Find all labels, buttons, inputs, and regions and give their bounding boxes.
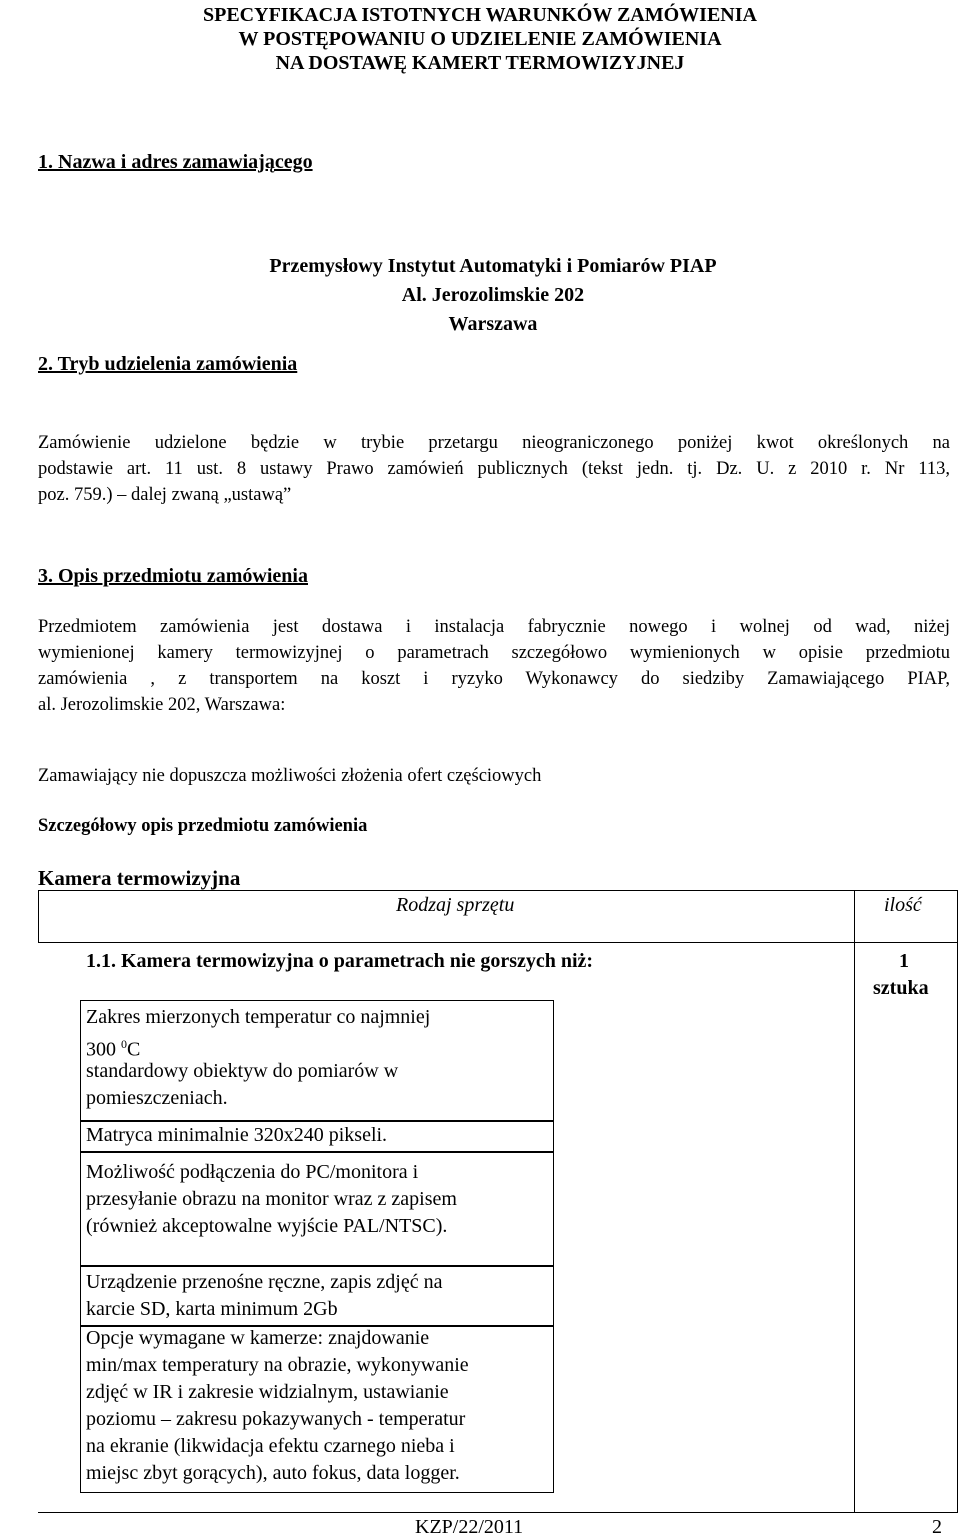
spec-matrix: Matryca minimalnie 320x240 pikseli. bbox=[86, 1124, 388, 1146]
paragraph-line: zamówienia , z transportem na koszt i ryzyko Wykonawcy do siedziby Zamawiającego PIAP, bbox=[38, 669, 950, 689]
degree-superscript: 0 bbox=[121, 1037, 127, 1051]
section-2-paragraph bbox=[38, 430, 950, 508]
footer-document-id: KZP/22/2011 bbox=[415, 1516, 524, 1538]
detail-heading: Szczegółowy opis przedmiotu zamówienia bbox=[38, 816, 368, 836]
spec-options-line: min/max temperatury na obrazie, wykonywanie bbox=[86, 1354, 469, 1376]
table-column-divider bbox=[854, 890, 855, 1512]
paragraph-line: podstawie art. 11 ust. 8 ustawy Prawo zamówień publicznych (tekst jedn. tj. Dz. U. z 2010 r. Nr 113, bbox=[38, 459, 950, 479]
spec-portable-line: Urządzenie przenośne ręczne, zapis zdjęć na bbox=[86, 1271, 443, 1293]
spec-lens-line-2: pomieszczeniach. bbox=[86, 1087, 228, 1109]
partial-offers-note: Zamawiający nie dopuszcza możliwości złożenia ofert częściowych bbox=[38, 766, 542, 786]
spec-options-line: miejsc zbyt gorących), auto fokus, data logger. bbox=[86, 1462, 460, 1484]
org-city: Warszawa bbox=[448, 313, 538, 335]
item-title: 1.1. Kamera termowizyjna o parametrach nie gorszych niż: bbox=[86, 950, 594, 972]
section-1-heading: 1. Nazwa i adres zamawiającego bbox=[38, 151, 313, 173]
table-right-border bbox=[957, 890, 958, 1512]
spec-options-line: poziomu – zakresu pokazywanych - temperatur bbox=[86, 1408, 466, 1430]
camera-heading: Kamera termowizyjna bbox=[38, 866, 241, 890]
title-line-1: SPECYFIKACJA ISTOTNYCH WARUNKÓW ZAMÓWIENIA bbox=[203, 4, 757, 26]
table-top-border bbox=[38, 890, 958, 891]
footer-page-number: 2 bbox=[932, 1516, 942, 1538]
paragraph-line: poz. 759.) – dalej zwaną „ustawą” bbox=[38, 485, 292, 505]
ordering-party-address bbox=[250, 252, 736, 339]
spec-connectivity-line: Możliwość podłączenia do PC/monitora i bbox=[86, 1161, 419, 1183]
document-title bbox=[0, 3, 960, 75]
table-left-border bbox=[38, 890, 39, 943]
temperature-unit: C bbox=[127, 1038, 141, 1061]
spec-options-line: zdjęć w IR i zakresie widzialnym, ustawianie bbox=[86, 1381, 449, 1403]
title-line-3: NA DOSTAWĘ KAMERT TERMOWIZYJNEJ bbox=[275, 52, 685, 74]
spec-lens-line-1: standardowy obiektyw do pomiarów w bbox=[86, 1060, 399, 1082]
col-header-equipment-type: Rodzaj sprzętu bbox=[396, 894, 515, 916]
spec-connectivity-line: przesyłanie obrazu na monitor wraz z zapisem bbox=[86, 1188, 457, 1210]
quantity-unit: sztuka bbox=[873, 977, 929, 999]
section-2-heading: 2. Tryb udzielenia zamówienia bbox=[38, 353, 298, 375]
temperature-number: 300 bbox=[86, 1038, 116, 1061]
org-street: Al. Jerozolimskie 202 bbox=[401, 284, 585, 306]
spec-options-line: na ekranie (likwidacja efektu czarnego nieba i bbox=[86, 1435, 455, 1457]
paragraph-line: al. Jerozolimskie 202, Warszawa: bbox=[38, 695, 286, 715]
section-3-paragraph bbox=[38, 614, 950, 718]
paragraph-line: wymienionej kamery termowizyjnej o parametrach szczegółowo wymienionych w opisie przedmiotu bbox=[38, 643, 950, 663]
spec-temperature-line-1: Zakres mierzonych temperatur co najmniej bbox=[86, 1006, 431, 1028]
col-header-quantity: ilość bbox=[884, 894, 922, 916]
spec-options-line: Opcje wymagane w kamerze: znajdowanie bbox=[86, 1327, 430, 1349]
quantity-number: 1 bbox=[899, 950, 909, 972]
paragraph-line: Przedmiotem zamówienia jest dostawa i instalacja fabrycznie nowego i wolnej od wad, niżej bbox=[38, 617, 950, 637]
section-3-heading: 3. Opis przedmiotu zamówienia bbox=[38, 565, 308, 587]
title-line-2: W POSTĘPOWANIU O UDZIELENIE ZAMÓWIENIA bbox=[238, 28, 722, 50]
spec-connectivity-line: (również akceptowalne wyjście PAL/NTSC). bbox=[86, 1215, 448, 1237]
paragraph-line: Zamówienie udzielone będzie w trybie przetargu nieograniczonego poniżej kwot określonych na bbox=[38, 433, 950, 453]
spec-portable-line: karcie SD, karta minimum 2Gb bbox=[86, 1298, 338, 1320]
footer-rule bbox=[38, 1512, 958, 1513]
org-name: Przemysłowy Instytut Automatyki i Pomiarów PIAP bbox=[269, 255, 717, 277]
table-header-bottom-border bbox=[38, 942, 958, 943]
